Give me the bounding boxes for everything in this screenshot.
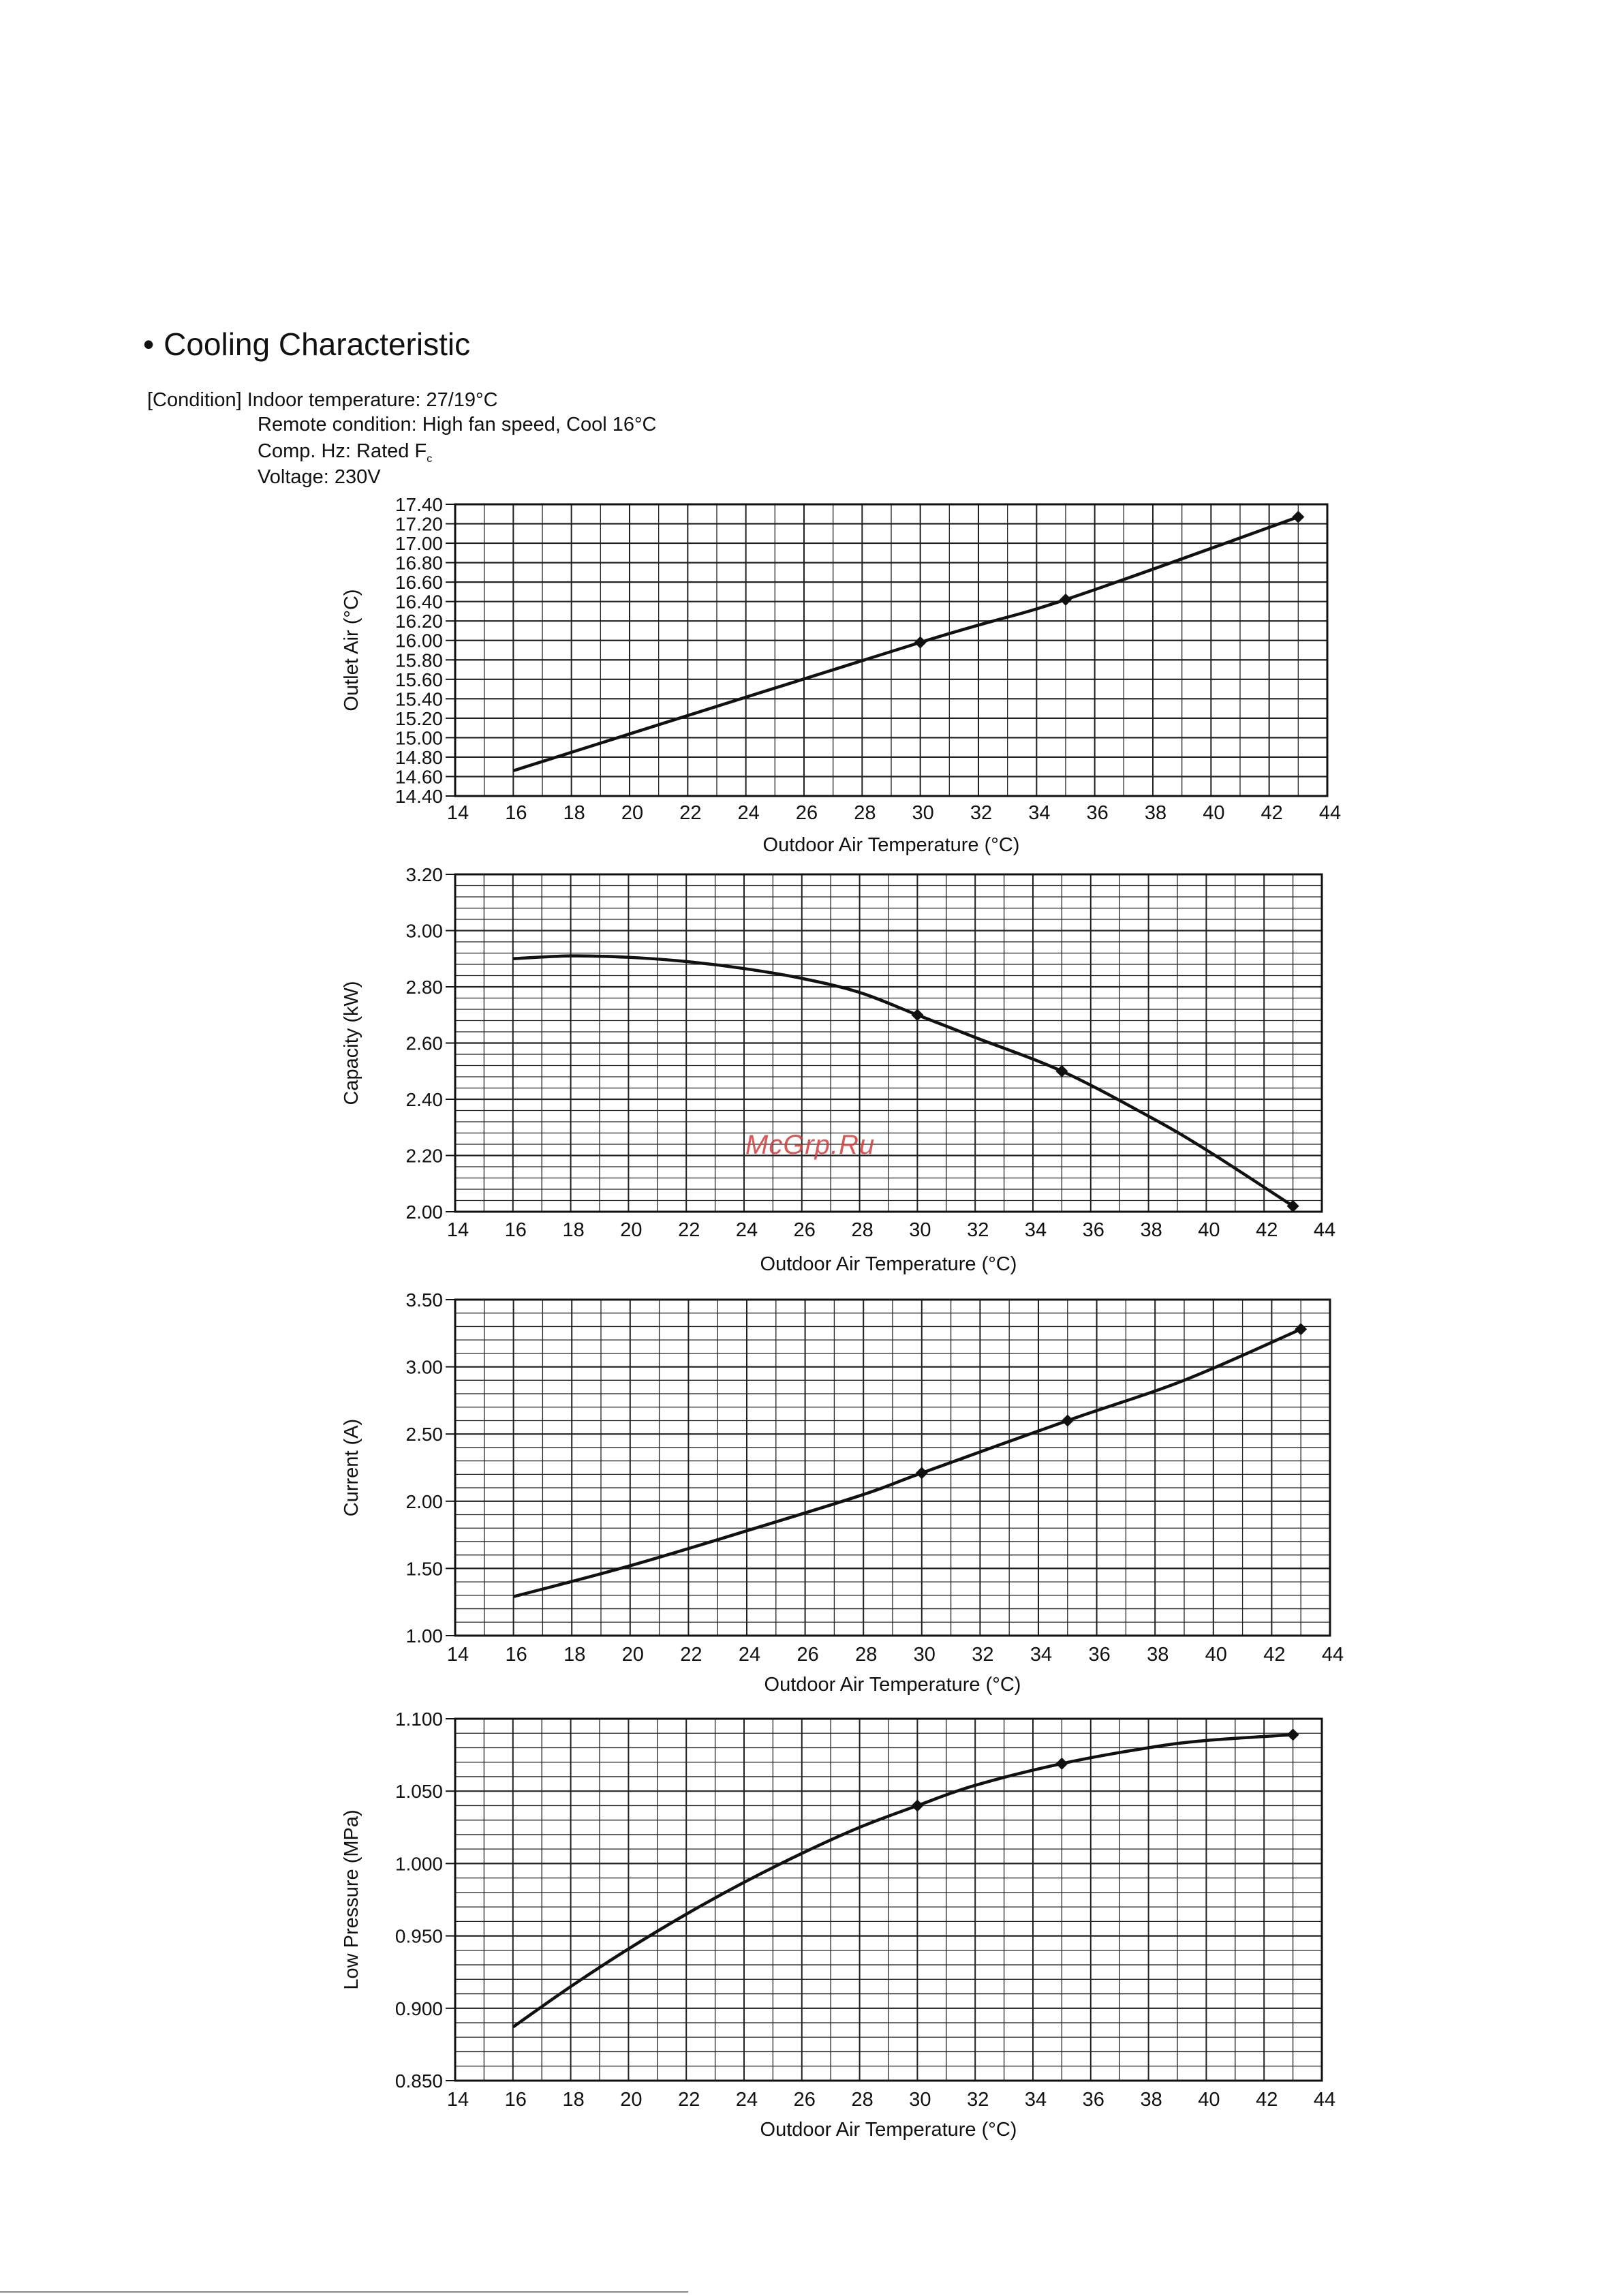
x-tick-label: 22	[679, 802, 702, 824]
x-tick-label: 16	[504, 1219, 527, 1241]
y-tick-label: 2.40	[405, 1089, 443, 1110]
x-tick-label: 28	[855, 1644, 878, 1666]
condition-line-remote: Remote condition: High fan speed, Cool 16°C	[258, 414, 657, 435]
x-tick-label: 44	[1313, 2089, 1336, 2111]
data-point-marker	[1055, 1758, 1068, 1770]
y-tick-label: 1.50	[405, 1558, 443, 1580]
y-tick-label: 14.40	[395, 786, 443, 807]
y-tick-label: 14.80	[395, 746, 443, 768]
comp-hz-text: Comp. Hz: Rated F	[258, 440, 427, 462]
y-tick-label: 15.40	[395, 688, 443, 710]
x-tick-label: 40	[1198, 2089, 1220, 2111]
y-tick-label: 2.80	[405, 977, 443, 998]
x-tick-label: 40	[1198, 1219, 1220, 1241]
y-tick-label: 16.80	[395, 552, 443, 574]
y-tick-label: 17.20	[395, 513, 443, 535]
y-tick-label: 14.60	[395, 766, 443, 788]
x-tick-label: 30	[909, 1219, 931, 1241]
x-tick-label: 24	[735, 1219, 758, 1241]
x-tick-label: 36	[1086, 802, 1109, 824]
x-tick-label: 28	[854, 802, 876, 824]
y-tick-label: 16.60	[395, 572, 443, 594]
condition-line-voltage: Voltage: 230V	[258, 466, 381, 488]
x-tick-label: 18	[563, 1644, 586, 1666]
y-tick-label: 3.50	[405, 1289, 443, 1311]
x-tick-label: 26	[797, 1644, 819, 1666]
x-tick-label: 20	[620, 2089, 643, 2111]
x-tick-label: 42	[1261, 802, 1283, 824]
x-tick-label: 14	[446, 2089, 469, 2111]
x-tick-label: 38	[1147, 1644, 1169, 1666]
x-tick-label: 16	[505, 1644, 527, 1666]
x-axis-title: Outdoor Air Temperature (°C)	[762, 834, 1020, 856]
y-axis-title: Outlet Air (°C)	[341, 589, 362, 711]
x-tick-label: 24	[738, 1644, 761, 1666]
y-tick-label: 1.100	[395, 1709, 443, 1730]
x-tick-label: 30	[912, 802, 934, 824]
x-axis-title: Outdoor Air Temperature (°C)	[764, 1674, 1021, 1696]
y-tick-label: 2.20	[405, 1145, 443, 1167]
x-tick-label: 28	[851, 2089, 874, 2111]
y-tick-label: 15.00	[395, 727, 443, 749]
x-tick-label: 18	[562, 2089, 585, 2111]
x-tick-label: 42	[1256, 1219, 1278, 1241]
x-tick-label: 24	[735, 2089, 758, 2111]
x-tick-label: 34	[1024, 2089, 1047, 2111]
bullet-icon: •	[143, 326, 155, 362]
condition-line-indoor: [Condition] Indoor temperature: 27/19°C	[147, 389, 498, 411]
y-tick-label: 3.20	[405, 864, 443, 885]
x-tick-label: 26	[793, 2089, 816, 2111]
y-tick-label: 15.20	[395, 707, 443, 729]
x-tick-label: 34	[1028, 802, 1051, 824]
y-tick-label: 2.60	[405, 1032, 443, 1054]
y-axis-title: Capacity (kW)	[341, 981, 362, 1105]
y-tick-label: 2.50	[405, 1424, 443, 1445]
y-tick-label: 17.00	[395, 533, 443, 555]
data-point-marker	[911, 1799, 923, 1811]
y-tick-label: 17.40	[395, 494, 443, 515]
x-tick-label: 34	[1030, 1644, 1053, 1666]
x-tick-label: 44	[1313, 1219, 1336, 1241]
x-tick-label: 16	[504, 2089, 527, 2111]
x-tick-label: 14	[446, 1219, 469, 1241]
x-tick-label: 20	[621, 1644, 644, 1666]
x-tick-label: 36	[1088, 1644, 1111, 1666]
comp-hz-subscript: c	[427, 453, 433, 465]
y-axis-title: Current (A)	[341, 1418, 362, 1517]
x-tick-label: 38	[1140, 1219, 1162, 1241]
y-tick-label: 16.00	[395, 630, 443, 652]
x-tick-label: 14	[446, 1644, 469, 1666]
y-tick-label: 3.00	[405, 1356, 443, 1378]
x-tick-label: 42	[1263, 1644, 1286, 1666]
y-tick-label: 1.050	[395, 1781, 443, 1803]
y-tick-label: 2.00	[405, 1201, 443, 1223]
x-tick-label: 36	[1082, 1219, 1104, 1241]
x-tick-label: 32	[967, 2089, 989, 2111]
y-tick-label: 16.20	[395, 611, 443, 632]
x-tick-label: 24	[737, 802, 760, 824]
x-tick-label: 20	[621, 802, 644, 824]
x-axis-title: Outdoor Air Temperature (°C)	[760, 1253, 1017, 1275]
y-tick-label: 0.900	[395, 1997, 443, 2019]
data-curve	[513, 1734, 1293, 2027]
y-tick-label: 15.60	[395, 669, 443, 690]
section-title: Cooling Characteristic	[164, 326, 471, 362]
x-tick-label: 16	[505, 802, 527, 824]
x-tick-label: 26	[795, 802, 818, 824]
y-tick-label: 0.850	[395, 2070, 443, 2092]
x-tick-label: 34	[1024, 1219, 1047, 1241]
x-axis-title: Outdoor Air Temperature (°C)	[760, 2119, 1017, 2141]
y-tick-label: 15.80	[395, 649, 443, 671]
x-tick-label: 40	[1203, 802, 1225, 824]
data-point-marker	[1287, 1728, 1299, 1741]
x-tick-label: 32	[970, 802, 993, 824]
y-tick-label: 1.00	[405, 1625, 443, 1647]
y-tick-label: 0.950	[395, 1925, 443, 1947]
x-tick-label: 22	[680, 1644, 702, 1666]
x-tick-label: 36	[1082, 2089, 1104, 2111]
x-tick-label: 38	[1144, 802, 1167, 824]
x-tick-label: 32	[972, 1644, 994, 1666]
x-tick-label: 20	[620, 1219, 643, 1241]
x-tick-label: 42	[1256, 2089, 1278, 2111]
y-tick-label: 1.000	[395, 1853, 443, 1875]
x-tick-label: 26	[793, 1219, 816, 1241]
x-tick-label: 30	[909, 2089, 931, 2111]
x-tick-label: 30	[913, 1644, 936, 1666]
x-tick-label: 44	[1318, 802, 1342, 824]
x-tick-label: 40	[1205, 1644, 1227, 1666]
x-tick-label: 22	[678, 1219, 700, 1241]
x-tick-label: 32	[967, 1219, 989, 1241]
y-axis-title: Low Pressure (MPa)	[341, 1809, 362, 1990]
y-tick-label: 16.40	[395, 591, 443, 613]
x-tick-label: 38	[1140, 2089, 1162, 2111]
x-tick-label: 18	[562, 1219, 585, 1241]
y-tick-label: 2.00	[405, 1490, 443, 1512]
x-tick-label: 44	[1321, 1644, 1344, 1666]
x-tick-label: 22	[678, 2089, 700, 2111]
x-tick-label: 14	[446, 802, 469, 824]
x-tick-label: 18	[563, 802, 585, 824]
y-tick-label: 3.00	[405, 920, 443, 942]
x-tick-label: 28	[851, 1219, 874, 1241]
watermark-text: McGrp.Ru	[745, 1130, 876, 1160]
footer-rule	[0, 2291, 688, 2293]
